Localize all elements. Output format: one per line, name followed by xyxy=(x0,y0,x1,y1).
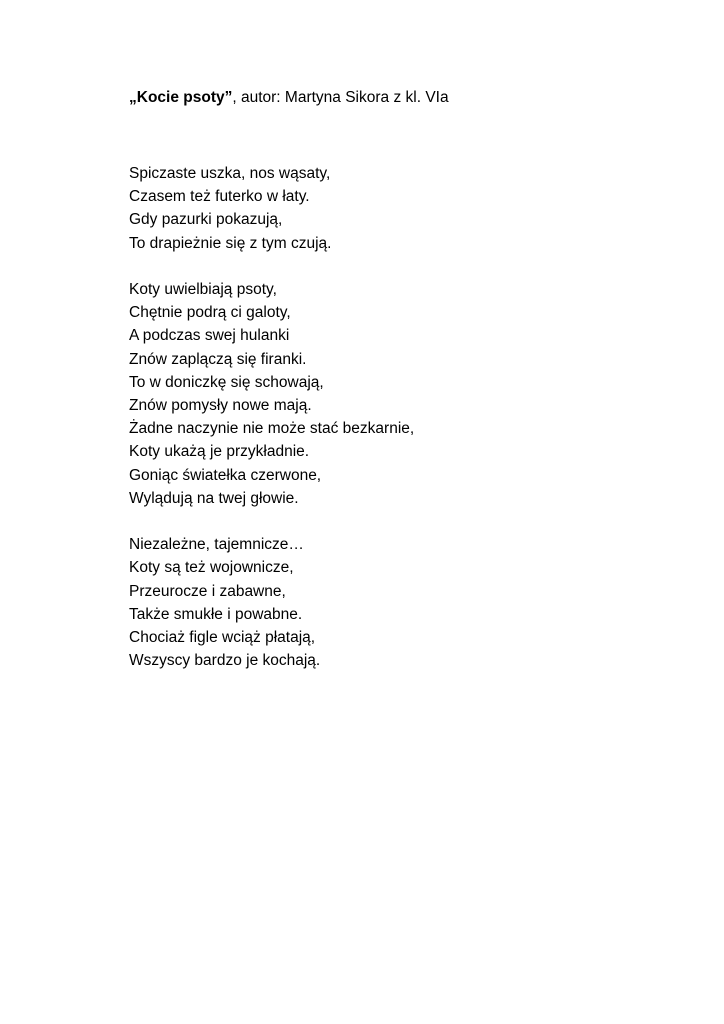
poem-line: Znów pomysły nowe mają. xyxy=(129,397,312,415)
poem-byline: , autor: Martyna Sikora z kl. VIa xyxy=(232,89,449,106)
stanza-2 xyxy=(129,278,414,510)
stanza-1 xyxy=(129,162,414,255)
poem-line: Spiczaste uszka, nos wąsaty, xyxy=(129,165,331,182)
poem-line: To drapieżnie się z tym czują. xyxy=(129,234,332,252)
poem-line: To w doniczkę się schowają, xyxy=(129,373,324,391)
poem-line: Znów zaplączą się firanki. xyxy=(129,350,307,368)
poem-line: Chętnie podrą ci galoty, xyxy=(129,304,291,322)
poem-line: Koty są też wojownicze, xyxy=(129,559,294,577)
poem-line: Goniąc światełka czerwone, xyxy=(129,466,322,484)
poem-line: A podczas swej hulanki xyxy=(129,327,290,345)
poem-line: Żadne naczynie nie może stać bezkarnie, xyxy=(129,420,415,438)
poem-line: Koty ukażą je przykładnie. xyxy=(129,443,310,461)
poem-line: Koty uwielbiają psoty, xyxy=(129,281,277,298)
stanza-3 xyxy=(129,533,414,672)
poem-line: Przeurocze i zabawne, xyxy=(129,582,286,600)
poem-line: Chociaż figle wciąż płatają, xyxy=(129,629,316,647)
poem-line: Czasem też futerko w łaty. xyxy=(129,188,310,206)
poem-line: Wylądują na twej głowie. xyxy=(129,489,299,507)
poem-line: Gdy pazurki pokazują, xyxy=(129,211,283,229)
poem-title: „Kocie psoty” xyxy=(129,89,233,106)
poem-line: Wszyscy bardzo je kochają. xyxy=(129,652,321,670)
poem-line: Niezależne, tajemnicze… xyxy=(129,536,304,554)
poem-line: Także smukłe i powabne. xyxy=(129,605,303,623)
poem-body xyxy=(129,162,414,696)
poem-heading xyxy=(129,88,449,108)
